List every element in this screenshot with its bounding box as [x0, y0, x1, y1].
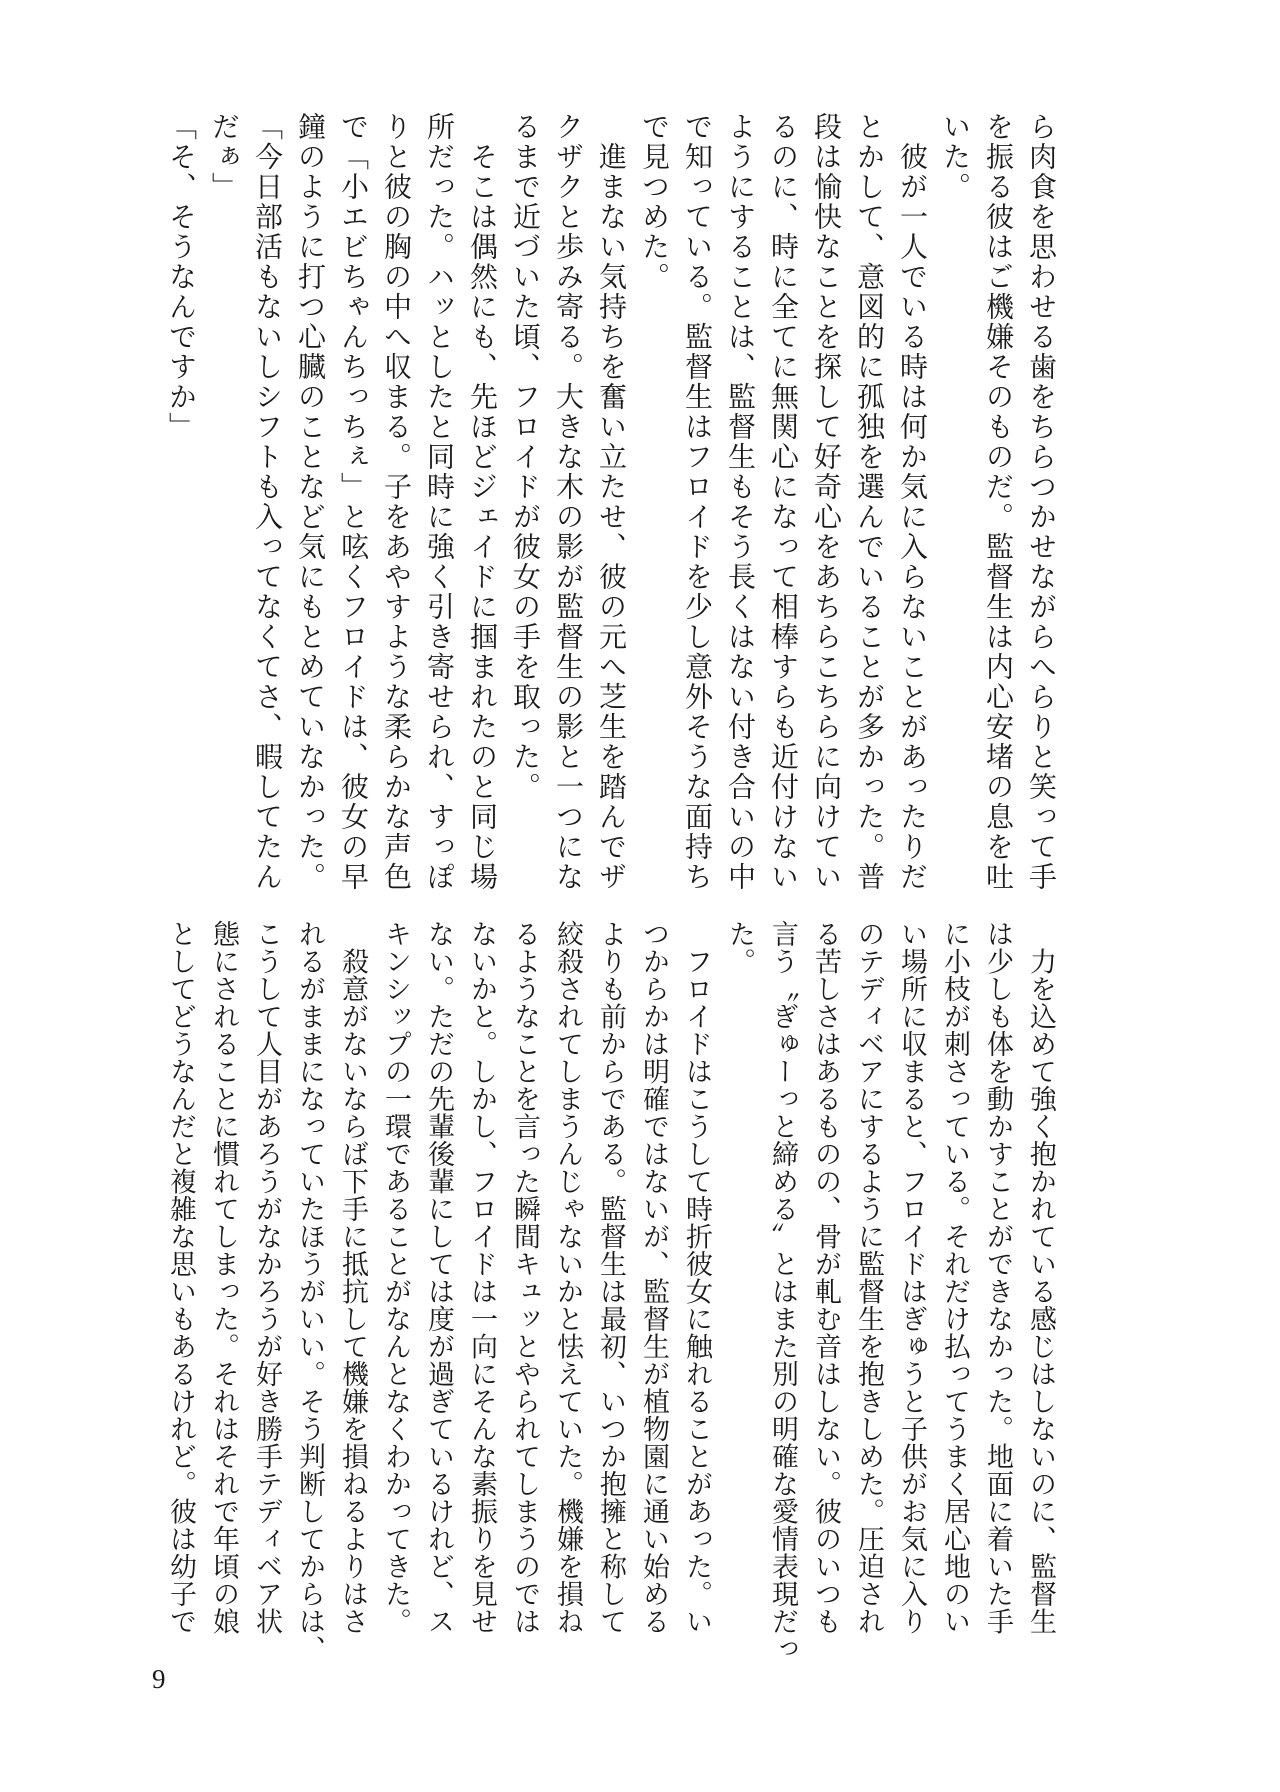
text-line: 言う〝ぎゅーっと締める〟とはまた別の明確な愛情表現だっ — [768, 920, 798, 1663]
text-line: る苦しさはあるものの、骨が軋む音はしない。彼のいつも — [811, 920, 841, 1635]
text-line: るまで近づいた頃、フロイドが彼女の手を取った。 — [509, 112, 540, 802]
text-line: りと彼の胸の中へ収まる。子をあやすような柔らかな声色 — [380, 112, 411, 892]
text-line: は少しも体を動かすことができなかった。地面に着いた手 — [983, 920, 1013, 1635]
text-line: フロイドはこうして時折彼女に触れることがあった。い — [682, 920, 712, 1635]
text-line: だぁ」 — [208, 112, 239, 202]
lower-text-block — [159, 920, 1062, 1663]
text-line: ら肉食を思わせる歯をちらつかせながらへらりと笑って手 — [1025, 112, 1056, 892]
text-line: 進まない気持ちを奮い立たせ、彼の元へ芝生を踏んでザ — [595, 112, 626, 892]
text-line: で知っている。監督生はフロイドを少し意外そうな面持ち — [681, 112, 712, 892]
text-line: 力を込めて強く抱かれている感じはしないのに、監督生 — [1026, 920, 1056, 1635]
text-line: いた。 — [939, 112, 970, 202]
upper-text-block — [159, 112, 1062, 894]
text-line: 鐘のように打つ心臓のことなど気にもとめていなかった。 — [294, 112, 325, 892]
text-line: ないかと。しかし、フロイドは一向にそんな素振りを見せ — [467, 920, 497, 1635]
text-line: 彼が一人でいる時は何か気に入らないことがあったりだ — [896, 112, 927, 892]
text-line: い場所に収まると、フロイドはぎゅうと子供がお気に入り — [897, 920, 927, 1635]
text-line: 「そ、そうなんですか」 — [165, 112, 196, 442]
text-line: に小枝が刺さっている。それだけ払ってうまく居心地のい — [940, 920, 970, 1635]
text-line: よりも前からである。監督生は最初、いつか抱擁と称して — [596, 920, 626, 1635]
text-line: 段は愉快なことを探して好奇心をあちらこちらに向けてい — [810, 112, 841, 892]
text-line: 絞殺されてしまうんじゃないかと怯えていた。機嫌を損ね — [553, 920, 583, 1635]
text-line: そこは偶然にも、先ほどジェイドに掴まれたのと同じ場 — [466, 112, 497, 892]
text-line: クザクと歩み寄る。大きな木の影が監督生の影と一つにな — [552, 112, 583, 892]
text-line: のテディベアにするように監督生を抱きしめた。圧迫され — [854, 920, 884, 1635]
text-line: れるがままになっていたほうがいい。そう判断してからは、 — [295, 920, 325, 1663]
text-line: で見つめた。 — [638, 112, 669, 292]
text-line: とかして、意図的に孤独を選んでいることが多かった。普 — [853, 112, 884, 892]
text-line: ない。ただの先輩後輩にしては度が過ぎているけれど、ス — [424, 920, 454, 1635]
text-line: 態にされることに慣れてしまった。それはそれで年頃の娘 — [209, 920, 239, 1635]
text-line: ようにすることは、監督生もそう長くはない付き合いの中 — [724, 112, 755, 892]
text-line: キンシップの一環であることがなんとなくわかってきた。 — [381, 920, 411, 1635]
text-line: た。 — [725, 920, 755, 975]
page-number: 9 — [152, 1664, 166, 1694]
text-line: 所だった。ハッとしたと同時に強く引き寄せられ、すっぽ — [423, 112, 454, 892]
text-line: 「今日部活もないしシフトも入ってなくてさ、暇してたん — [251, 112, 282, 892]
text-line: るのに、時に全てに無関心になって相棒すらも近付けない — [767, 112, 798, 892]
text-line: つからかは明確ではないが、監督生が植物園に通い始める — [639, 920, 669, 1635]
text-line: を振る彼はご機嫌そのものだ。監督生は内心安堵の息を吐 — [982, 112, 1013, 892]
text-line: で「小エビちゃんちっちぇ」と呟くフロイドは、彼女の早 — [337, 112, 368, 892]
text-line: としてどうなんだと複雑な思いもあるけれど。彼は幼子で — [166, 920, 196, 1635]
text-line: 殺意がないならば下手に抵抗して機嫌を損ねるよりはさ — [338, 920, 368, 1635]
text-line: るようなことを言った瞬間キュッとやられてしまうのでは — [510, 920, 540, 1635]
text-line: こうして人目があろうがなかろうが好き勝手テディベア状 — [252, 920, 282, 1635]
